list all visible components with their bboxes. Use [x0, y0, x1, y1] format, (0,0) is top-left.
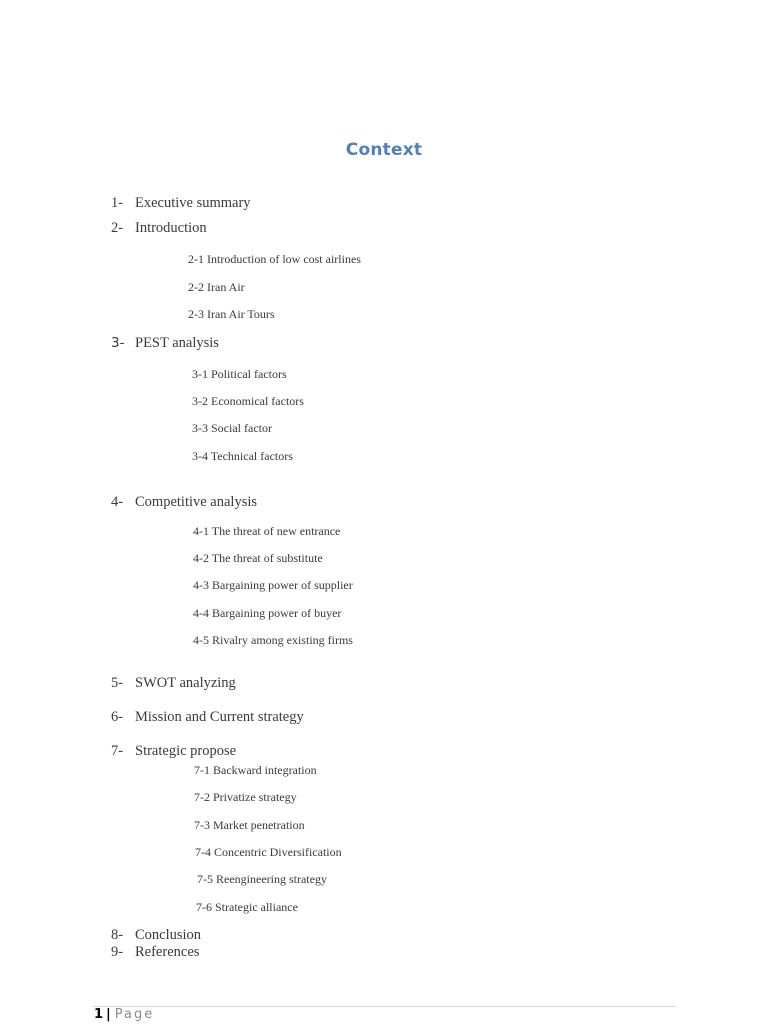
toc-label: Competitive analysis	[135, 494, 258, 510]
toc-subitem-7-3: 7-3 Market penetration	[194, 818, 305, 832]
toc-label: PEST analysis	[135, 335, 219, 351]
page-number: 1	[94, 1007, 104, 1022]
toc-item-1	[111, 195, 251, 212]
toc-number: 4-	[111, 494, 124, 510]
toc-subitem-7-5: 7-5 Reengineering strategy	[197, 872, 327, 886]
page-label: Page	[114, 1007, 155, 1022]
toc-subitem-3-4: 3-4 Technical factors	[192, 449, 293, 463]
toc-item-4	[111, 494, 257, 511]
toc-subitem-2-1: 2-1 Introduction of low cost airlines	[188, 252, 361, 266]
toc-number: 7-	[111, 743, 124, 759]
page-footer	[94, 1007, 154, 1022]
toc-item-5	[111, 675, 236, 692]
toc-label: Executive summary	[135, 195, 251, 211]
toc-subitem-3-1: 3-1 Political factors	[192, 367, 287, 381]
toc-subitem-3-2: 3-2 Economical factors	[192, 394, 304, 408]
toc-number: 6-	[111, 709, 124, 725]
footer-divider	[93, 1006, 676, 1007]
toc-item-6	[111, 709, 304, 726]
toc-label: SWOT analyzing	[135, 675, 236, 691]
toc-item-9	[111, 944, 199, 961]
page-title: Context	[345, 140, 423, 160]
toc-number: 3-	[111, 335, 125, 351]
toc-subitem-4-4: 4-4 Bargaining power of buyer	[193, 606, 342, 620]
toc-subitem-2-2: 2-2 Iran Air	[188, 280, 245, 294]
toc-subitem-4-1: 4-1 The threat of new entrance	[193, 524, 341, 538]
toc-label: Mission and Current strategy	[135, 709, 304, 725]
toc-number: 5-	[111, 675, 124, 691]
toc-subitem-7-2: 7-2 Privatize strategy	[194, 790, 297, 804]
toc-subitem-7-1: 7-1 Backward integration	[194, 763, 317, 777]
toc-item-3	[111, 335, 219, 352]
footer-separator: |	[106, 1007, 111, 1022]
toc-number: 2-	[111, 220, 124, 236]
toc-label: Introduction	[135, 220, 207, 236]
toc-subitem-7-4: 7-4 Concentric Diversification	[195, 845, 342, 859]
toc-subitem-3-3: 3-3 Social factor	[192, 421, 272, 435]
toc-item-8	[111, 927, 201, 944]
toc-subitem-4-3: 4-3 Bargaining power of supplier	[193, 578, 353, 592]
toc-label: References	[135, 944, 200, 960]
toc-number: 1-	[111, 195, 124, 211]
toc-label: Conclusion	[135, 927, 202, 943]
toc-item-2	[111, 220, 207, 237]
toc-label: Strategic propose	[135, 743, 237, 759]
toc-subitem-4-5: 4-5 Rivalry among existing firms	[193, 633, 353, 647]
toc-item-7	[111, 743, 236, 760]
toc-subitem-7-6: 7-6 Strategic alliance	[196, 900, 298, 914]
toc-subitem-4-2: 4-2 The threat of substitute	[193, 551, 323, 565]
toc-number: 9-	[111, 944, 124, 960]
toc-number: 8-	[111, 927, 124, 943]
toc-subitem-2-3: 2-3 Iran Air Tours	[188, 307, 275, 321]
